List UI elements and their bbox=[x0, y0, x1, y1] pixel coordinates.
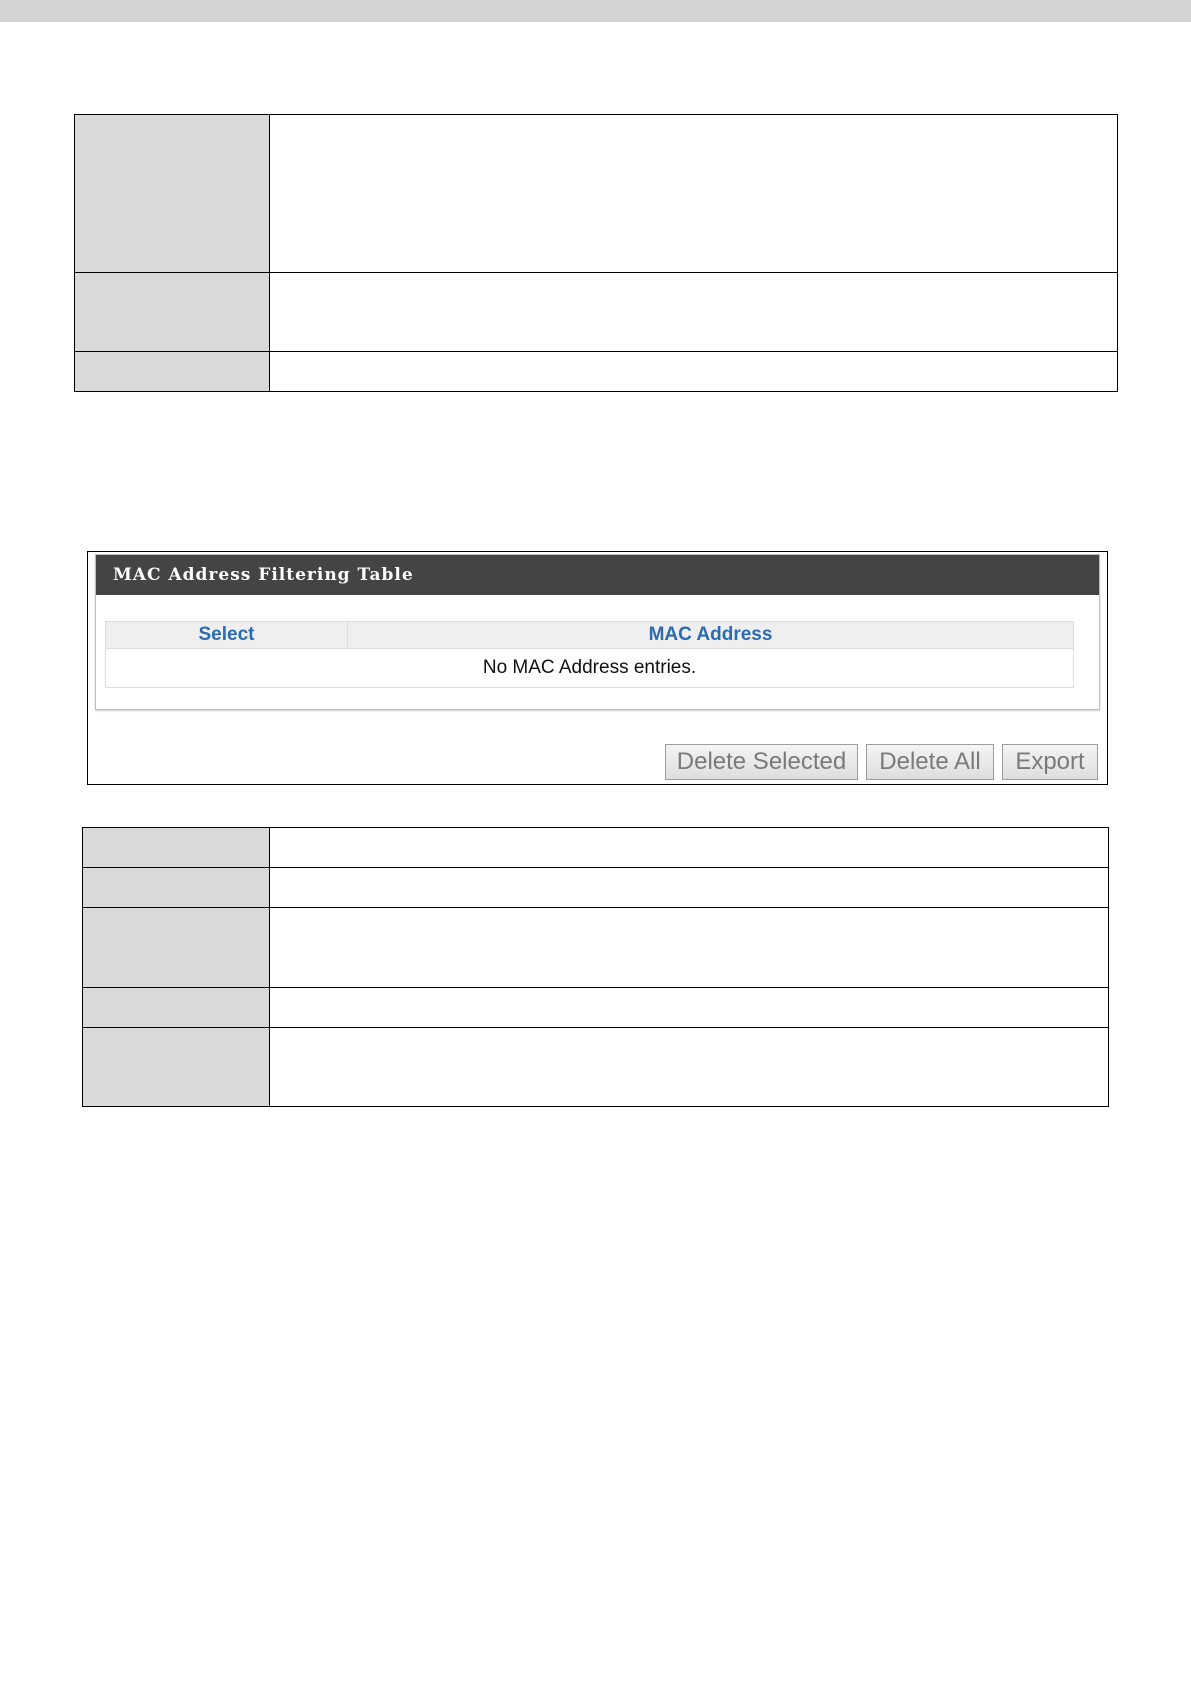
term-cell bbox=[75, 352, 270, 392]
table-row bbox=[83, 908, 1109, 988]
mac-address-list bbox=[105, 621, 1074, 688]
description-cell bbox=[270, 988, 1109, 1028]
term-cell bbox=[83, 1028, 270, 1107]
term-cell bbox=[83, 868, 270, 908]
term-cell bbox=[75, 273, 270, 352]
column-header-mac-address[interactable]: MAC Address bbox=[648, 624, 773, 645]
table-row bbox=[83, 868, 1109, 908]
term-cell bbox=[83, 988, 270, 1028]
definition-table-lower bbox=[82, 827, 1109, 1107]
delete-selected-button[interactable]: Delete Selected bbox=[665, 744, 858, 780]
mac-filter-screenshot bbox=[87, 551, 1108, 785]
table-row bbox=[75, 115, 1118, 273]
export-button[interactable]: Export bbox=[1002, 744, 1098, 780]
term-cell bbox=[83, 828, 270, 868]
description-cell bbox=[270, 273, 1118, 352]
description-cell bbox=[270, 868, 1109, 908]
page-header-bar bbox=[0, 0, 1191, 22]
table-row bbox=[83, 1028, 1109, 1107]
table-row bbox=[75, 273, 1118, 352]
column-header-select[interactable]: Select bbox=[106, 622, 348, 648]
definition-table-upper bbox=[74, 114, 1118, 392]
table-row bbox=[83, 828, 1109, 868]
delete-all-button[interactable]: Delete All bbox=[866, 744, 994, 780]
table-row bbox=[75, 352, 1118, 392]
table-row bbox=[83, 988, 1109, 1028]
empty-message: No MAC Address entries. bbox=[482, 657, 697, 678]
description-cell bbox=[270, 115, 1118, 273]
term-cell bbox=[83, 908, 270, 988]
description-cell bbox=[270, 1028, 1109, 1107]
list-header bbox=[106, 622, 1073, 649]
description-cell bbox=[270, 908, 1109, 988]
term-cell bbox=[75, 115, 270, 273]
description-cell bbox=[270, 828, 1109, 868]
panel-title: MAC Address Filtering Table bbox=[96, 555, 1099, 595]
description-cell bbox=[270, 352, 1118, 392]
